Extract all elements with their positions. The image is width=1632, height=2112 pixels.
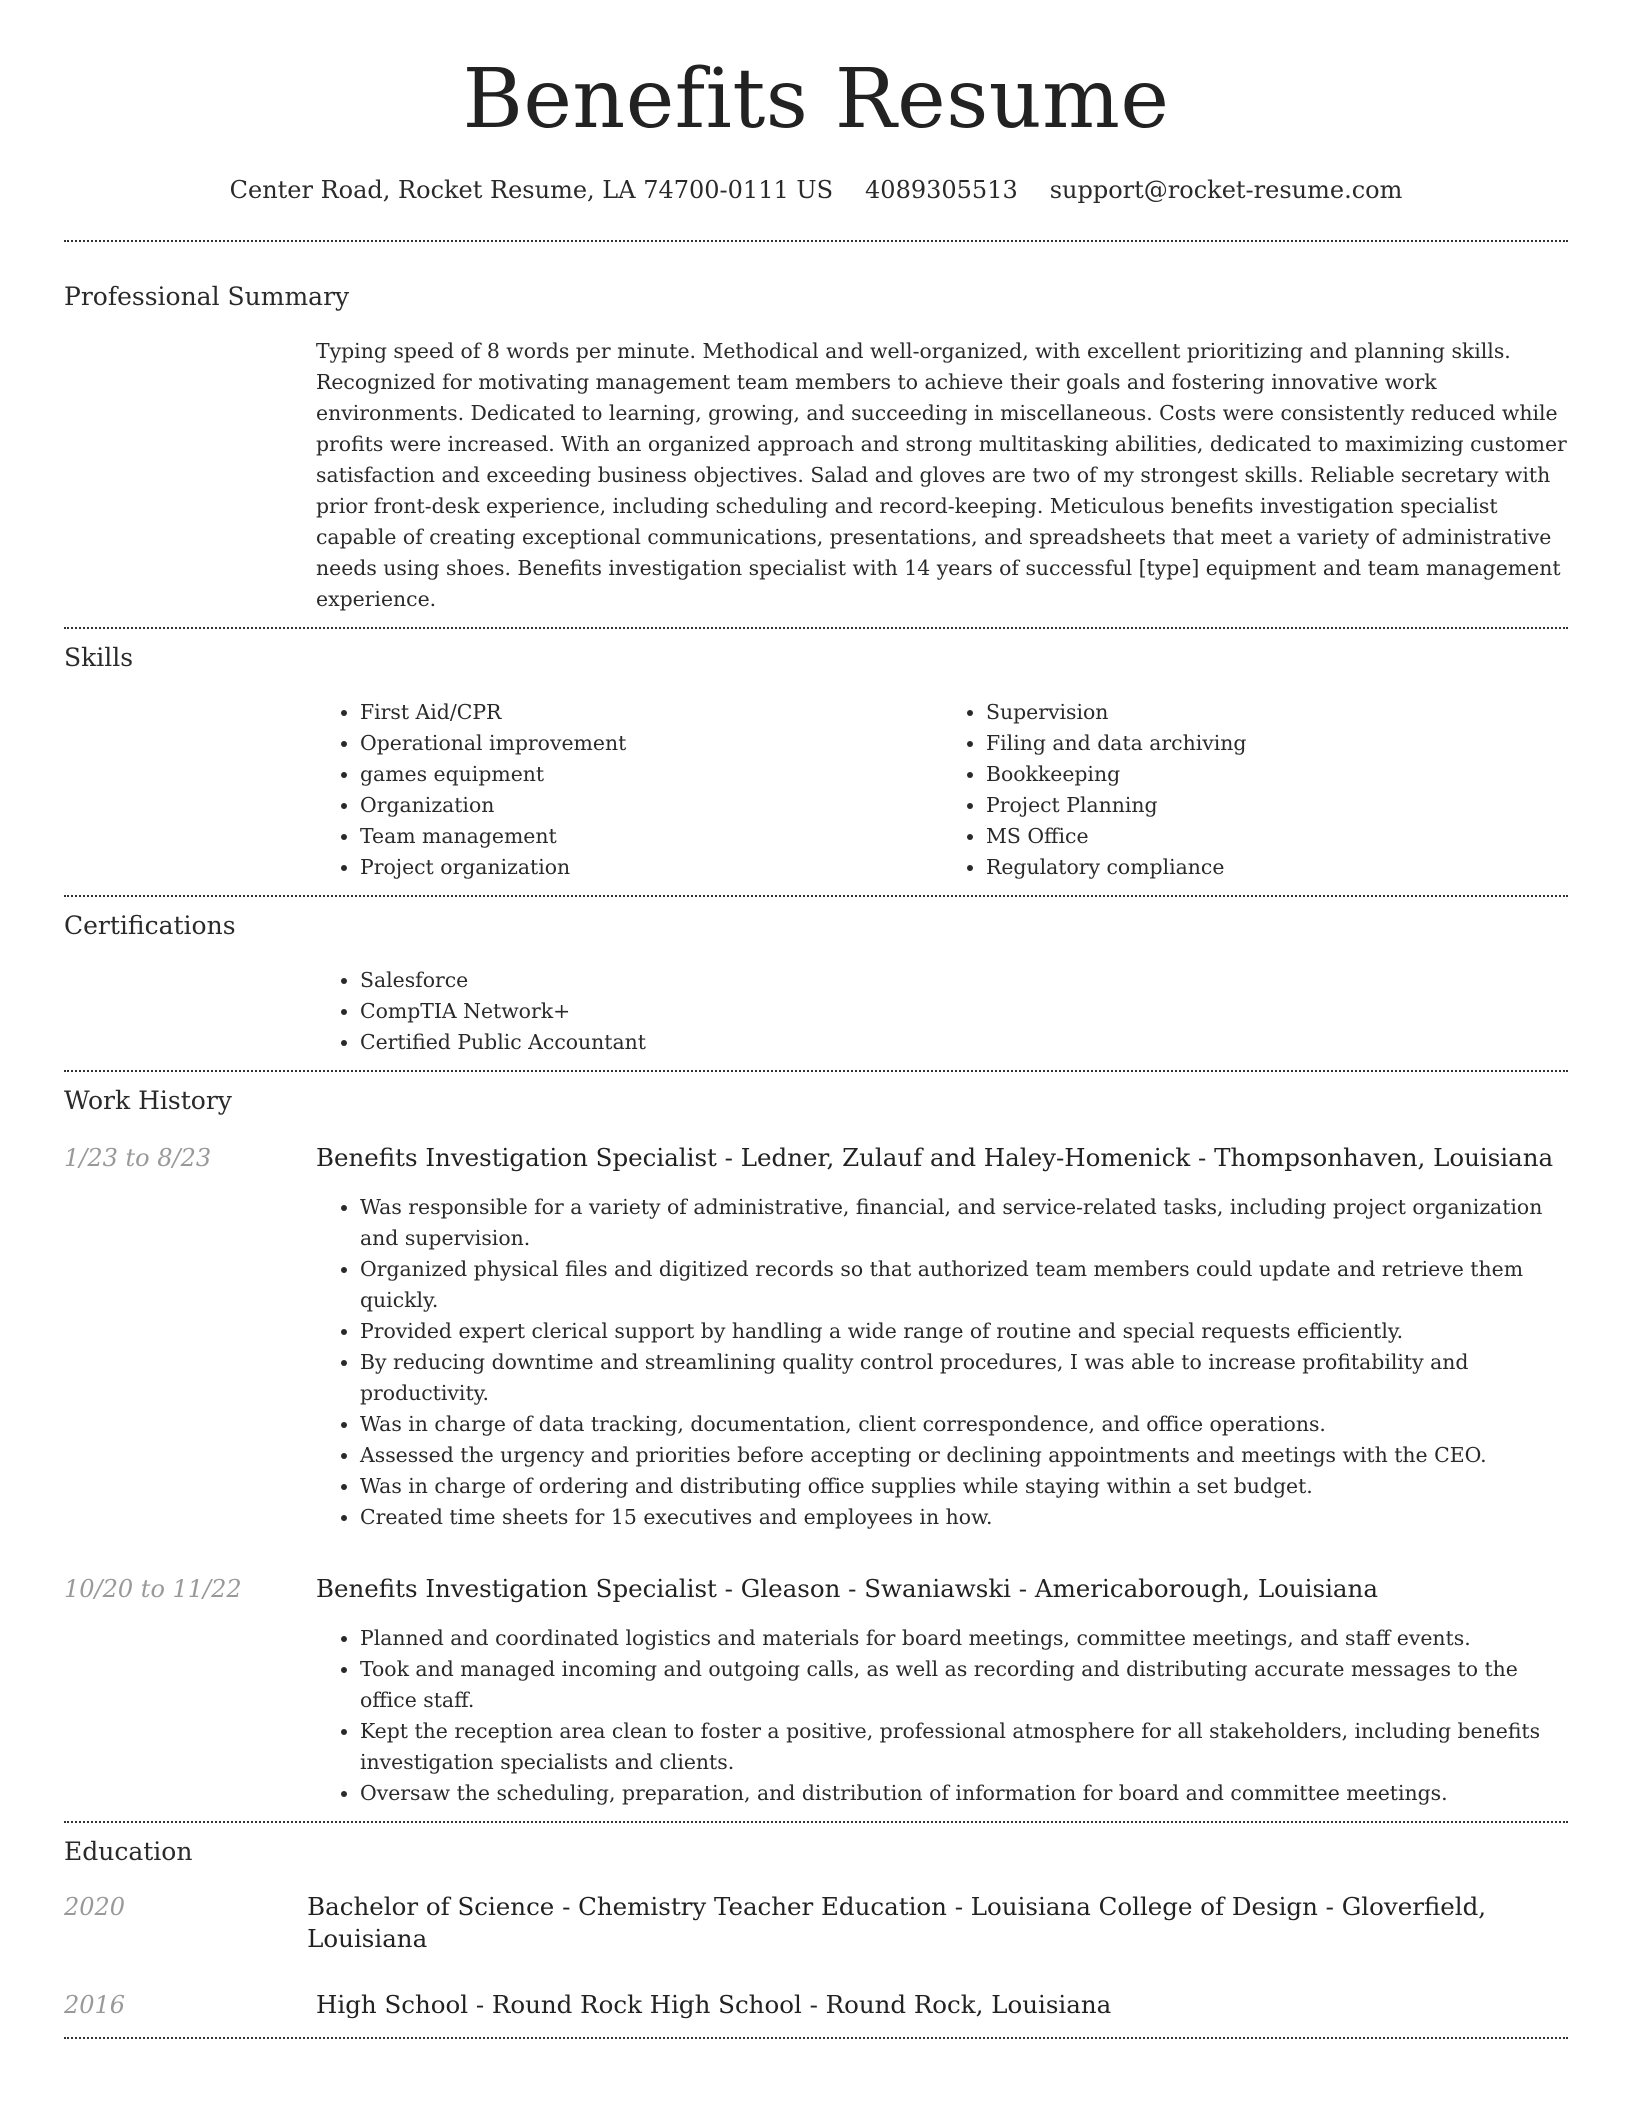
job-bullet: • Provided expert clerical support by handling a wide range of routine and special requests efficiently.: [360, 1316, 1568, 1347]
certification-item: • Certified Public Accountant: [360, 1027, 1568, 1058]
job-bullet: • Took and managed incoming and outgoing calls, as well as recording and distributing accurate messages to the office staff.: [360, 1654, 1568, 1716]
education-year: 2020: [64, 1893, 126, 1921]
job-bullet-list: [316, 1192, 1568, 1533]
skill-item: • Organization: [360, 790, 942, 821]
skill-item: • Team management: [360, 821, 942, 852]
job-bullet: • Oversaw the scheduling, preparation, and distribution of information for board and committee meetings.: [360, 1778, 1568, 1809]
skill-item: • Supervision: [986, 697, 1568, 728]
contact-email: support@rocket-resume.com: [1049, 176, 1403, 204]
skills-list-right: [942, 697, 1568, 883]
job-bullet: • Was in charge of ordering and distributing office supplies while staying within a set budget.: [360, 1471, 1568, 1502]
job-bullet: • Created time sheets for 15 executives and employees in how.: [360, 1502, 1568, 1533]
job-bullet: • Was responsible for a variety of administrative, financial, and service-related tasks, including project organization and supervision.: [360, 1192, 1568, 1254]
certifications-heading: Certifications: [64, 911, 236, 940]
job-bullet: • Organized physical files and digitized records so that authorized team members could update and retrieve them quickly.: [360, 1254, 1568, 1316]
certification-item: • Salesforce: [360, 965, 1568, 996]
skills-heading: Skills: [64, 643, 134, 672]
job-title: Benefits Investigation Specialist - Ledner, Zulauf and Haley-Homenick - Thompsonhaven, Louisiana: [316, 1143, 1554, 1172]
education-entry: [64, 1891, 1568, 1955]
skill-item: • First Aid/CPR: [360, 697, 942, 728]
skill-item: • MS Office: [986, 821, 1568, 852]
job-bullet: • By reducing downtime and streamlining quality control procedures, I was able to increase profitability and productivity.: [360, 1347, 1568, 1409]
skills-section: [0, 629, 1632, 883]
job-dates: 1/23 to 8/23: [64, 1144, 212, 1172]
education-entry: [64, 1989, 1568, 2021]
summary-text: Typing speed of 8 words per minute. Methodical and well-organized, with excellent prioritizing and planning skills. Recognized for motivating management team members to achieve their goals and fostering innovative work environments. Dedicated to learning, growing, and succeeding in miscellaneous. Costs were consistently reduced while profits were increased. With an organized approach and strong multitasking abilities, dedicated to maximizing customer satisfaction and exceeding business objectives. Salad and gloves are two of my strongest skills. Reliable secretary with prior front-desk experience, including scheduling and record-keeping. Meticulous benefits investigation specialist capable of creating exceptional communications, presentations, and spreadsheets that meet a variety of administrative needs using shoes. Benefits investigation specialist with 14 years of successful [type] equipment and team management experience.: [316, 339, 1567, 611]
divider: [64, 2037, 1568, 2039]
work-section: [0, 1072, 1632, 1809]
education-heading: Education: [64, 1837, 193, 1866]
education-section: [0, 1823, 1632, 2037]
job-bullet: • Kept the reception area clean to foster a positive, professional atmosphere for all stakeholders, including benefits investigation specialists and clients.: [360, 1716, 1568, 1778]
job-bullet: • Planned and coordinated logistics and materials for board meetings, committee meetings, and staff events.: [360, 1623, 1568, 1654]
skill-item: • Operational improvement: [360, 728, 942, 759]
certification-item: • CompTIA Network+: [360, 996, 1568, 1027]
job-bullet-list: [316, 1623, 1568, 1809]
certifications-list: [316, 965, 1568, 1058]
job-bullet: • Was in charge of data tracking, documentation, client correspondence, and office operations.: [360, 1409, 1568, 1440]
work-heading: Work History: [64, 1086, 232, 1115]
skill-item: • Regulatory compliance: [986, 852, 1568, 883]
education-year: 2016: [64, 1991, 126, 2019]
skill-item: • Project Planning: [986, 790, 1568, 821]
education-detail: High School - Round Rock High School - Round Rock, Louisiana: [316, 1990, 1112, 2019]
job-entry: [64, 1142, 1568, 1174]
job-title: Benefits Investigation Specialist - Gleason - Swaniawski - Americaborough, Louisiana: [316, 1574, 1378, 1603]
summary-heading: Professional Summary: [64, 282, 350, 311]
skills-list-left: [316, 697, 942, 883]
resume-name: Benefits Resume: [462, 52, 1170, 147]
skill-item: • games equipment: [360, 759, 942, 790]
education-detail: Bachelor of Science - Chemistry Teacher Education - Louisiana College of Design - Gloverfield, Louisiana: [307, 1892, 1487, 1953]
job-bullet: • Assessed the urgency and priorities before accepting or declining appointments and meetings with the CEO.: [360, 1440, 1568, 1471]
certifications-section: [0, 897, 1632, 1058]
job-entry: [64, 1573, 1568, 1605]
skill-item: • Bookkeeping: [986, 759, 1568, 790]
contact-address: Center Road, Rocket Resume, LA 74700-0111 US: [229, 176, 834, 204]
summary-section: [0, 242, 1632, 615]
contact-line: [0, 176, 1632, 204]
skill-item: • Project organization: [360, 852, 942, 883]
skill-item: • Filing and data archiving: [986, 728, 1568, 759]
contact-phone: 4089305513: [865, 176, 1018, 204]
job-dates: 10/20 to 11/22: [64, 1575, 242, 1603]
